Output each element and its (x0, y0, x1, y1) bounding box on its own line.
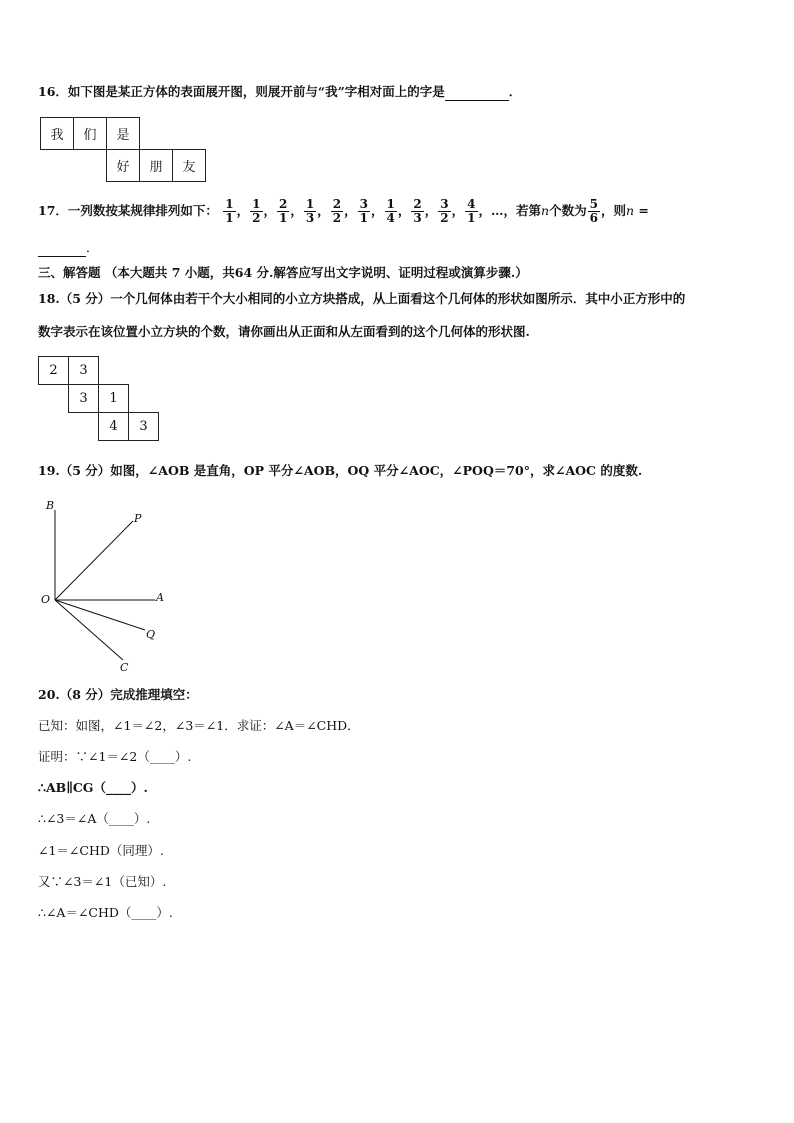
proof-line: 又∵∠3＝∠1（已知）. (38, 874, 167, 889)
grid-cell: 1 (98, 384, 129, 413)
net-cell: 我 (40, 117, 74, 150)
q20-title: 20.（8 分）完成推理填空： (38, 687, 198, 702)
q17-line1: 17．一列数按某规律排列如下： $\frac{1}{1}$ ， $\frac{1}{2}$ ， $\frac{2}{1}$ ， $\frac{1}{3}$ ， $\frac{2}{2}$ ， $\frac{3}{1}$ ， $\frac{1}{4}$ ， $\frac{2}{3}$ ， $\frac{3}{2}$ ， $\frac{4}{1}$ ，…，若第n个数为 $\frac{5}{6}$ ，则n = (38, 197, 649, 225)
proof-line: ∴AB∥CG（____）. (38, 780, 148, 795)
grid-cell: 4 (98, 412, 129, 441)
q18-line1: 18.（5 分）一个几何体由若干个大小相同的小立方块搭成，从上面看这个几何体的形状如图所示．其中小正方形中的 (38, 291, 686, 306)
sequence-fraction: $\frac{2}{1}$ (279, 197, 288, 225)
sequence-fraction: $\frac{3}{1}$ (359, 197, 368, 225)
sequence-fraction: $\frac{1}{4}$ (386, 197, 395, 225)
grid-cell: 3 (68, 384, 99, 413)
net-cell: 朋 (139, 149, 173, 182)
q16-text: 16．如下图是某正方体的表面展开图，则展开前与“我”字相对面上的字是 ． (38, 84, 522, 99)
proof-line: ∴∠A＝∠CHD（____）. (38, 905, 173, 920)
q20-given: 已知：如图，∠1＝∠2，∠3＝∠1．求证：∠A＝∠CHD． (38, 718, 360, 733)
angle-diagram (0, 490, 200, 680)
q19-text: 19.（5 分）如图，∠AOB 是直角，OP 平分∠AOB，OQ 平分∠AOC，∠POQ＝70°，求∠AOC 的度数. (38, 463, 643, 478)
ray-op (55, 521, 133, 600)
proof-line: ∠1＝∠CHD（同理）. (38, 843, 164, 858)
label-a: A (156, 591, 164, 604)
grid-cell: 3 (68, 356, 99, 385)
sequence-fraction: $\frac{2}{2}$ (332, 197, 342, 225)
answer-blank (38, 240, 86, 257)
label-q: Q (146, 628, 156, 641)
label-c: C (120, 661, 129, 674)
sequence-fraction: $\frac{3}{2}$ (440, 197, 449, 225)
section-heading: 三、解答题 （本大题共 7 小题，共64 分.解答应写出文字说明、证明过程或演算步骤.） (38, 265, 528, 280)
sequence-fraction: $\frac{4}{1}$ (467, 197, 476, 225)
net-cell: 们 (73, 117, 107, 150)
sequence-fraction: $\frac{1}{3}$ (305, 197, 315, 225)
q17-line2: ． (38, 240, 99, 257)
target-fraction: $\frac{5}{6}$ (589, 197, 598, 225)
answer-blank (445, 84, 509, 101)
net-cell: 好 (106, 149, 140, 182)
sequence-fraction: $\frac{1}{1}$ (225, 197, 234, 225)
net-cell: 是 (106, 117, 140, 150)
label-o: O (41, 593, 51, 606)
label-p: P (134, 512, 142, 525)
proof-line: 证明：∵∠1＝∠2（____）. (38, 749, 192, 764)
grid-cell: 2 (38, 356, 69, 385)
ray-oc (55, 600, 123, 660)
grid-cell: 3 (128, 412, 159, 441)
q18-line2: 数字表示在该位置小立方块的个数，请你画出从正面和从左面看到的这个几何体的形状图. (38, 324, 530, 339)
net-cell: 友 (172, 149, 206, 182)
ray-oq (55, 600, 145, 630)
fraction-sequence: $\frac{1}{1}$ ， $\frac{1}{2}$ ， $\frac{2}{1}$ ， $\frac{1}{3}$ ， $\frac{2}{2}$ ， $\frac{3}{1}$ ， $\frac{1}{4}$ ， $\frac{2}{3}$ ， $\frac{3}{2}$ ， $\frac{4}{1}$ (225, 197, 476, 225)
label-b: B (46, 499, 55, 512)
sequence-fraction: $\frac{2}{3}$ (413, 197, 422, 225)
proof-line: ∴∠3＝∠A（____）. (38, 811, 151, 826)
sequence-fraction: $\frac{1}{2}$ (252, 197, 261, 225)
